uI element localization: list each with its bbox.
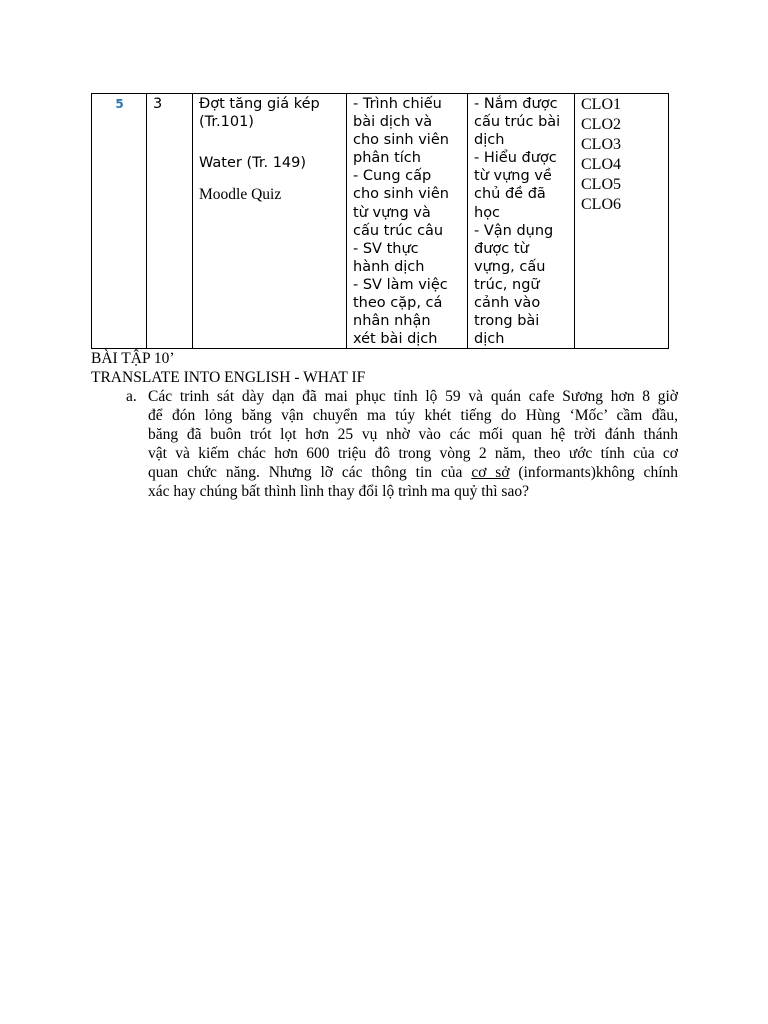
content-line: Moodle Quiz xyxy=(199,186,282,204)
outcome-line: - Vận dụng xyxy=(474,222,554,239)
outcome-line: từ vựng về xyxy=(474,168,552,185)
table-row xyxy=(92,94,669,349)
outcome-line: học xyxy=(474,204,501,221)
outcome-line: dịch xyxy=(474,331,505,348)
outcome-line: - Nắm được xyxy=(474,96,558,112)
session-cell xyxy=(147,94,193,349)
lesson-plan-table xyxy=(91,93,669,349)
exercise-heading: BÀI TẬP 10’ xyxy=(91,350,175,367)
activity-line: cấu trúc câu xyxy=(353,222,444,239)
activity-line: bài dịch và xyxy=(353,114,433,131)
outcome-line: trúc, ngữ xyxy=(474,276,540,293)
activity-line: phân tích xyxy=(353,150,421,167)
paragraph-line: băng đã buôn trót lọt hơn 25 vụ nhờ vào các mối quan hệ trời đánh thánh xyxy=(148,426,678,443)
outcome-line: vựng, cấu xyxy=(474,258,546,275)
activity-line: hành dịch xyxy=(353,258,425,275)
clo-item: CLO4 xyxy=(581,156,621,173)
outcomes-cell xyxy=(468,94,575,349)
activity-line: cho sinh viên xyxy=(353,186,449,203)
outcome-line: được từ xyxy=(474,240,529,257)
activity-line: - Cung cấp xyxy=(353,168,432,185)
outcome-line: trong bài xyxy=(474,313,540,330)
paragraph-line: xác hay chúng bất thình lình thay đổi lộ trình ma quỷ thì sao? xyxy=(148,483,529,500)
activity-line: từ vựng và xyxy=(353,204,431,221)
session-number: 3 xyxy=(153,96,163,112)
clo-item: CLO1 xyxy=(581,96,621,113)
week-number: 5 xyxy=(115,97,124,111)
underlined-term: cơ sở xyxy=(471,464,510,481)
activity-line: - SV thực xyxy=(353,240,419,257)
paragraph-line: Các trinh sát dày dạn đã mai phục tỉnh lộ 59 và quán cafe Sương hơn 8 giờ xyxy=(148,388,678,405)
clo-item: CLO3 xyxy=(581,136,621,153)
activity-line: xét bài dịch xyxy=(353,331,438,348)
clo-item: CLO2 xyxy=(581,116,621,133)
content-line: (Tr.101) xyxy=(199,114,254,131)
text-run: quan chức năng. Nhưng lỡ các thông tin của xyxy=(148,464,472,481)
content-line: Đợt tăng giá kép xyxy=(199,96,320,112)
text-run: (informants)không chính xyxy=(509,464,678,481)
clo-item: CLO5 xyxy=(581,176,621,193)
outcome-line: dịch xyxy=(474,132,505,149)
activity-line: cho sinh viên xyxy=(353,132,449,149)
exercise-paragraph xyxy=(148,387,678,501)
outcome-line: cảnh vào xyxy=(474,295,541,312)
outcome-line: chủ đề đã xyxy=(474,186,546,203)
content-line: Water (Tr. 149) xyxy=(199,155,307,172)
outcome-line: - Hiểu được xyxy=(474,150,557,167)
outcome-line: cấu trúc bài xyxy=(474,114,561,131)
activity-line: theo cặp, cá xyxy=(353,295,443,312)
activity-line: - SV làm việc xyxy=(353,276,448,293)
clo-cell xyxy=(575,94,669,349)
activity-line: - Trình chiếu xyxy=(353,96,442,112)
clo-item: CLO6 xyxy=(581,196,621,213)
paragraph-line: để đón lỏng băng vận chuyển ma túy khét tiếng do Hùng ‘Mốc’ cầm đầu, xyxy=(148,407,678,424)
content-cell xyxy=(193,94,347,349)
paragraph-line: vật và kiếm chác hơn 600 triệu đô trong vòng 2 năm, theo ước tính của cơ xyxy=(148,445,678,462)
activity-line: nhân nhận xyxy=(353,313,431,330)
paragraph-line xyxy=(148,463,678,482)
week-number-cell xyxy=(92,94,147,349)
list-marker: a. xyxy=(126,388,137,405)
activities-cell xyxy=(347,94,468,349)
exercise-subheading: TRANSLATE INTO ENGLISH - WHAT IF xyxy=(91,369,366,386)
